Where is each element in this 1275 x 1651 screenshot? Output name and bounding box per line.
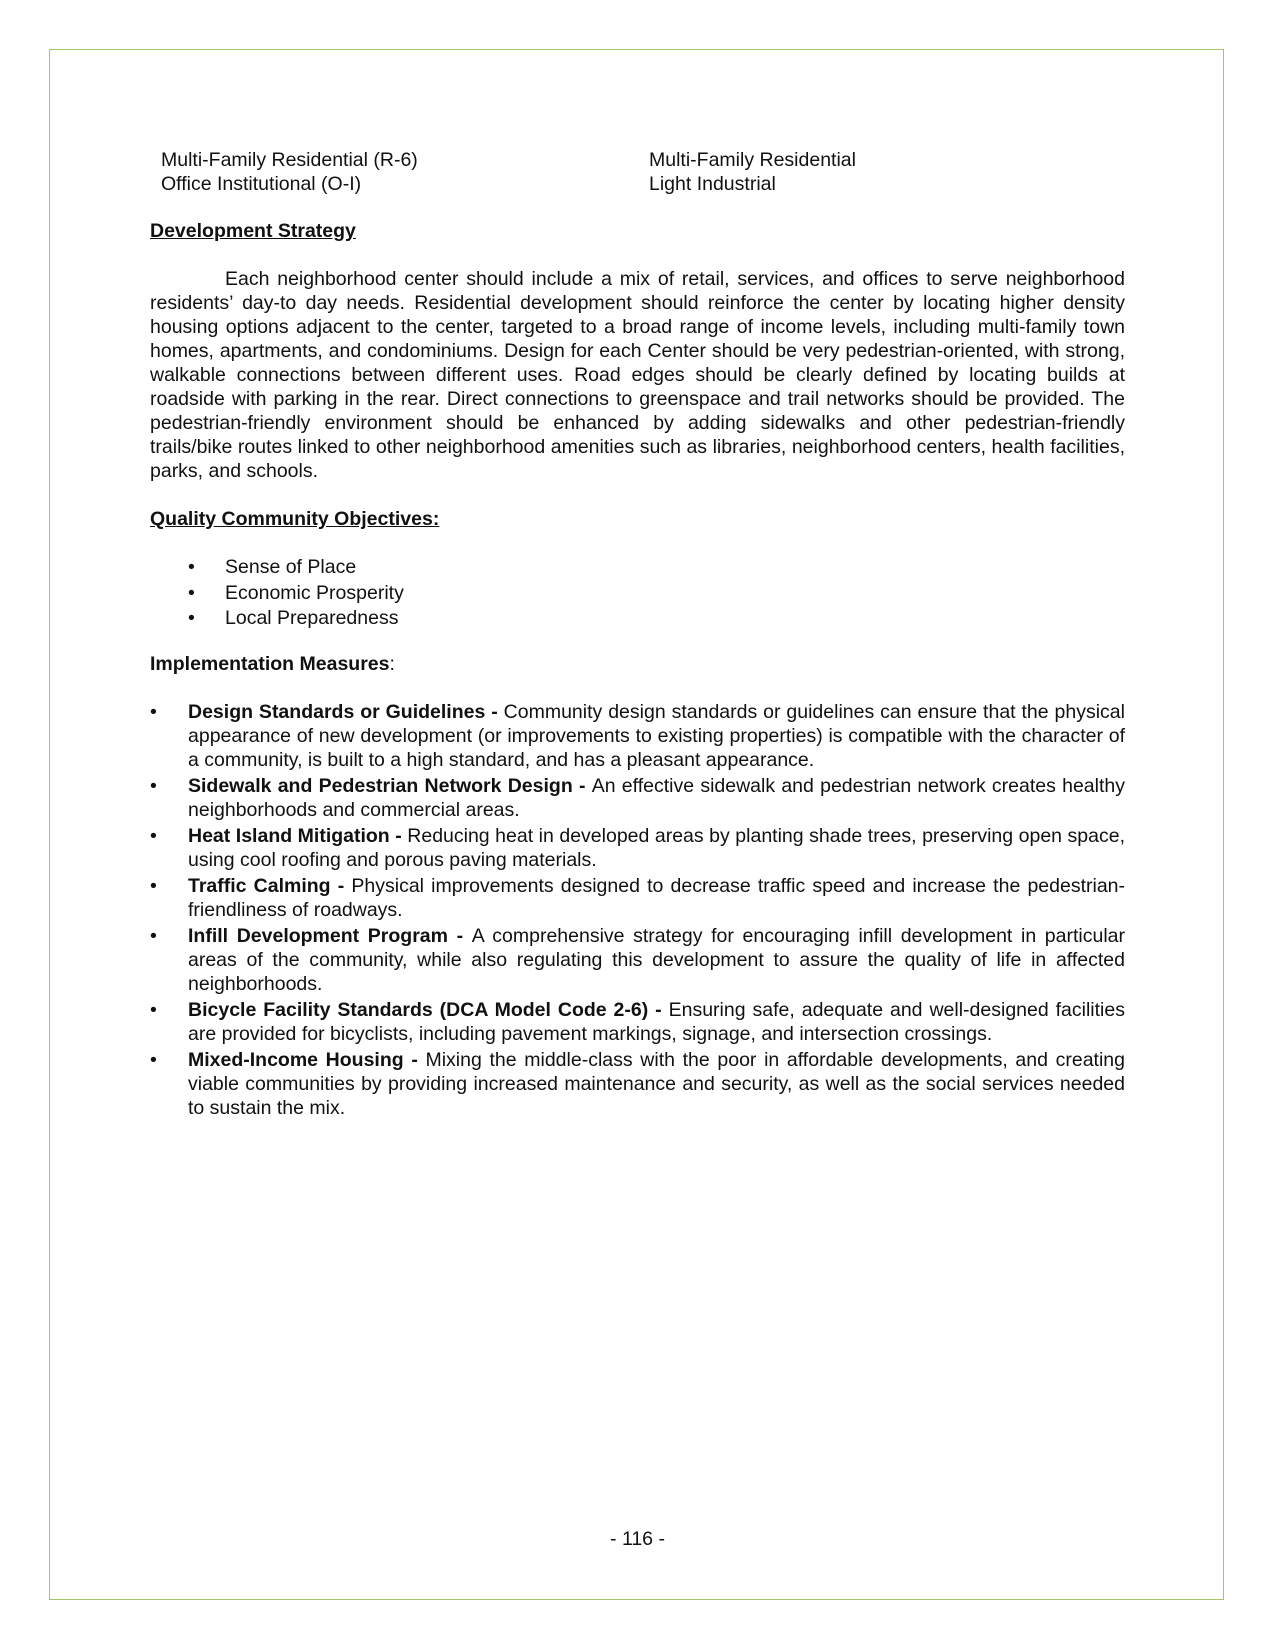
bullet-icon: • (150, 774, 157, 797)
objectives-list (150, 555, 1125, 632)
implementation-heading-text: Implementation Measures (150, 652, 390, 675)
measure-text: An effective sidewalk and pedestrian network creates healthy neighborhoods and commercial areas. (188, 774, 1126, 821)
bullet-icon: • (150, 924, 157, 947)
list-item (150, 774, 1125, 822)
objective-label: Local Preparedness (225, 607, 399, 629)
bullet-icon: • (150, 1048, 157, 1071)
zoning-item: Multi-Family Residential (R-6) (161, 149, 418, 171)
document-body (150, 148, 1125, 1122)
list-item (150, 924, 1125, 996)
zoning-item: Multi-Family Residential (649, 149, 856, 171)
list-item (150, 700, 1125, 772)
zoning-table (161, 148, 1125, 196)
list-item (150, 581, 1125, 607)
measure-text: Physical improvements designed to decrease traffic speed and increase the pedestrian-friendliness of roadways. (188, 874, 1125, 921)
zoning-column-right (649, 148, 856, 196)
measure-text: Community design standards or guidelines can ensure that the physical appearance of new development (or improvements to existing properties) is compatible with the character of a community, is built to a high standard, and has a pleasant appearance. (188, 700, 1125, 771)
list-item (150, 998, 1125, 1046)
page-number: - 116 - (610, 1528, 665, 1550)
development-strategy-heading: Development Strategy (150, 220, 356, 242)
objective-label: Economic Prosperity (225, 581, 404, 604)
measure-title: Heat Island Mitigation - (188, 824, 408, 847)
zoning-column-left (161, 148, 418, 196)
list-item (150, 824, 1125, 872)
development-strategy-paragraph: Each neighborhood center should include a mix of retail, services, and offices to serve neighborhood residents’ day-to day needs. Residential development should reinforce the center by locating higher density housing options adjacent to the center, targeted to a broad range of income levels, including multi-family town homes, apartments, and condominiums. Design for each Center should be very pedestrian-oriented, with strong, walkable connections between different uses. Road edges should be clearly defined by locating builds at roadside with parking in the rear. Direct connections to greenspace and trail networks should be provided. The pedestrian-friendly environment should be enhanced by adding sidewalks and other pedestrian-friendly trails/bike routes linked to other neighborhood amenities such as libraries, neighborhood centers, health facilities, parks, and schools. (150, 268, 1125, 482)
bullet-icon: • (150, 874, 157, 897)
measure-title: Infill Development Program - (188, 924, 472, 947)
zoning-item: Light Industrial (649, 173, 776, 195)
measure-text: Reducing heat in developed areas by planting shade trees, preserving open space, using cool roofing and porous paving materials. (188, 824, 1125, 871)
implementation-measures-heading (150, 652, 1125, 676)
measure-title: Bicycle Facility Standards (DCA Model Code 2-6) - (188, 998, 669, 1021)
bullet-icon: • (188, 607, 195, 629)
measure-title: Mixed-Income Housing - (188, 1048, 426, 1071)
measure-title: Design Standards or Guidelines - (188, 700, 504, 723)
measure-title: Traffic Calming - (188, 874, 352, 897)
list-item (150, 874, 1125, 922)
implementation-list (150, 700, 1125, 1120)
list-item (150, 606, 1125, 632)
zoning-item: Office Institutional (O-I) (161, 173, 362, 195)
measure-text: Mixing the middle-class with the poor in affordable developments, and creating viable communities by providing increased maintenance and security, as well as the social services needed to sustain the mix. (188, 1048, 1125, 1119)
heading-suffix: : (389, 652, 395, 675)
list-item (150, 555, 1125, 581)
quality-community-objectives-heading: Quality Community Objectives: (150, 508, 440, 530)
list-item (150, 1048, 1125, 1120)
measure-title: Sidewalk and Pedestrian Network Design - (188, 774, 592, 797)
bullet-icon: • (150, 998, 157, 1021)
bullet-icon: • (188, 581, 195, 604)
bullet-icon: • (150, 824, 157, 847)
objective-label: Sense of Place (225, 556, 357, 578)
measure-text: A comprehensive strategy for encouraging infill development in particular areas of the community, while also regulating this development to assure the quality of life in affected neighborhoods. (188, 924, 1125, 995)
bullet-icon: • (150, 700, 157, 723)
bullet-icon: • (188, 556, 195, 578)
measure-text: Ensuring safe, adequate and well-designed facilities are provided for bicyclists, including pavement markings, signage, and intersection crossings. (188, 998, 1125, 1045)
